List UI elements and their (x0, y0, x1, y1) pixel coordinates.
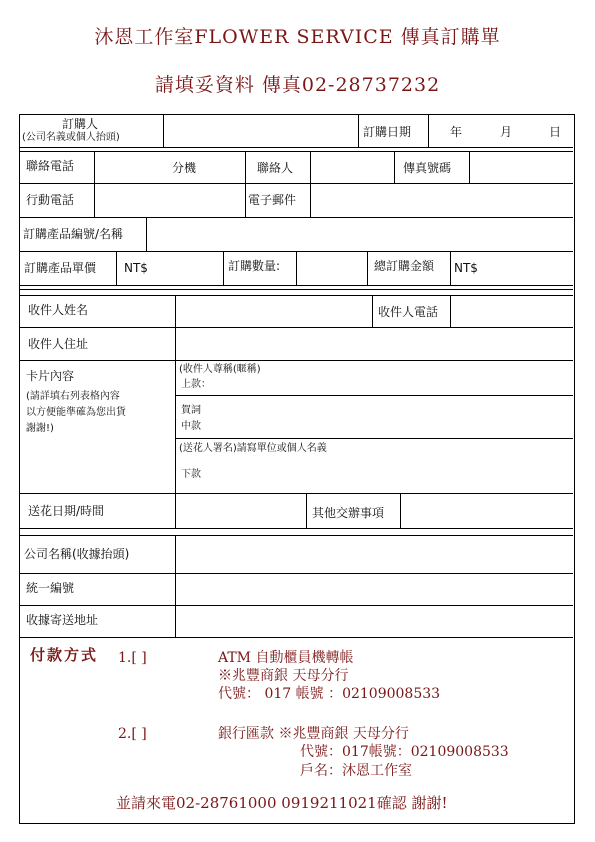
payment-option-1-bank: ※兆豐商銀 天母分行 (218, 668, 349, 684)
product-code-label: 訂購產品編號/名稱 (23, 227, 124, 241)
quantity-label: 訂購數量: (228, 259, 281, 273)
payment-option-2-method: 銀行匯款 ※兆豐商銀 天母分行 (218, 726, 409, 742)
orderer-label: 訂購人 (62, 117, 99, 131)
payment-option-1-method: ATM 自動櫃員機轉帳 (218, 650, 354, 666)
sender-note: (送花人署名)請寫單位或個人名義 (179, 443, 327, 454)
unit-price-label: 訂購產品單價 (24, 261, 97, 275)
payment-option-1-account: 代號： 017 帳號 ：02109008533 (218, 686, 441, 702)
lower-label: 下款 (181, 469, 201, 480)
upper-label: 上款： (181, 379, 211, 390)
order-form (19, 114, 575, 824)
tax-id-label: 統一編號 (26, 581, 75, 595)
fax-number-label: 傳真號碼 (403, 161, 452, 175)
payment-option-2-checkbox[interactable]: 2.[ ] (118, 726, 147, 742)
payment-option-2-account: 代號：017帳號：02109008533 (300, 744, 509, 760)
payment-option-1-checkbox[interactable]: 1.[ ] (118, 650, 147, 666)
payment-footer: 並請來電02-28761000 0919211021確認 謝謝! (116, 794, 448, 812)
card-note-3: 謝謝!) (26, 423, 54, 434)
orderer-note: (公司名義或個人抬頭) (22, 132, 120, 143)
extension-label: 分機 (172, 161, 197, 175)
contact-person-label: 聯絡人 (257, 161, 294, 175)
order-date-label: 訂購日期 (363, 125, 412, 139)
recipient-phone-label: 收件人電話 (378, 305, 439, 319)
mobile-label: 行動電話 (26, 193, 75, 207)
card-note-1: (請詳填右列表格內容 (26, 391, 120, 402)
year-label: 年 (450, 125, 463, 139)
card-note-2: 以方便能準確為您出貨 (26, 407, 126, 418)
email-label: 電子郵件 (248, 193, 297, 207)
recipient-title-label: (收件人尊稱(暱稱) (179, 364, 261, 375)
payment-heading: 付款方式 (30, 646, 99, 664)
day-label: 日 (549, 125, 562, 139)
recipient-name-label: 收件人姓名 (28, 303, 89, 317)
card-content-label: 卡片內容 (26, 369, 75, 383)
currency-1: NT$ (124, 261, 148, 275)
recipient-address-label: 收件人住址 (28, 337, 89, 351)
form-subtitle: 請填妥資料 傳真02-28737232 (154, 74, 441, 96)
other-notes-label: 其他交辦事項 (312, 506, 385, 520)
payment-option-2-name: 戶名：沐恩工作室 (300, 763, 412, 779)
form-title: 沐恩工作室FLOWER SERVICE 傳真訂購單 (94, 26, 501, 48)
middle-label: 中款 (181, 421, 201, 432)
receipt-address-label: 收據寄送地址 (26, 613, 99, 627)
month-label: 月 (500, 125, 513, 139)
greeting-label: 賀詞 (181, 405, 201, 416)
delivery-datetime-label: 送花日期/時間 (28, 504, 105, 518)
total-label: 總訂購金額 (374, 259, 435, 273)
company-name-label: 公司名稱(收據抬頭) (24, 547, 130, 561)
currency-2: NT$ (454, 261, 478, 275)
contact-phone-label: 聯絡電話 (26, 159, 75, 173)
